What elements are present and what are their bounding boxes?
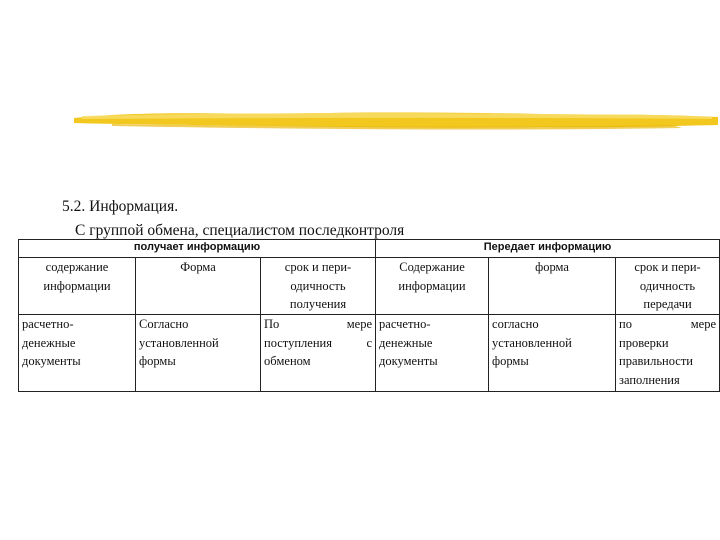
column-header: содержание информации [19,258,136,315]
section-heading: 5.2. Информация. [62,198,179,215]
table-cell: по мере проверки правильности заполнения [616,315,720,392]
table-cell: По мере поступления с обменом [261,315,376,392]
group-header-receives: получает информацию [19,240,376,258]
column-header: срок и пери- одичность получения [261,258,376,315]
section-subheading: С группой обмена, специалистом последконтроля [75,222,405,239]
column-header: срок и пери- одичность передачи [616,258,720,315]
column-header: Форма [136,258,261,315]
information-exchange-table [18,239,720,392]
table-cell: расчетно- денежные документы [376,315,489,392]
table-group-header-row [19,240,720,258]
yellow-highlighter-stroke [72,104,720,134]
table-cell: согласно установленной формы [489,315,616,392]
table-column-header-row [19,258,720,315]
table-row [19,315,720,392]
table-cell: Согласно установленной формы [136,315,261,392]
column-header: Содержание информации [376,258,489,315]
table-cell: расчетно- денежные документы [19,315,136,392]
group-header-transmits: Передает информацию [376,240,720,258]
column-header: форма [489,258,616,315]
